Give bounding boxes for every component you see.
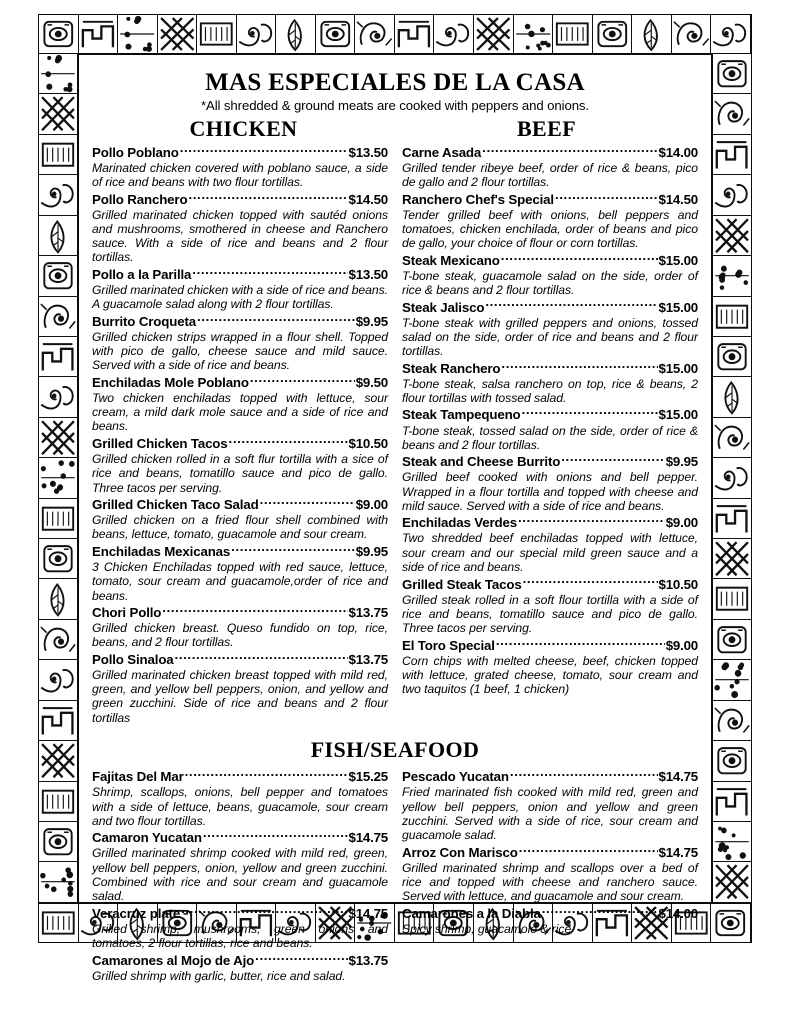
menu-item-description: Corn chips with melted cheese, beef, chicken topped with lettuce, grated cheese, tomato, sour cream and two taquitos (1 beef, 1 chicken) — [402, 653, 698, 697]
aztec-glyph-icon — [713, 377, 751, 417]
menu-item-description: Grilled steak rolled in a soft flour tortilla with a side of rice and beans, tomatillo sauce and pico de gallo. Three tacos per serving. — [402, 592, 698, 636]
aztec-glyph-icon — [39, 297, 77, 337]
menu-item-description: Grilled marinated shrimp and scallops over a bed of rice and topped with cheese and ranchero sauce. Served with lettuce, and guacamole and sour cream. — [402, 860, 698, 904]
menu-item-price: $14.75 — [658, 769, 698, 785]
aztec-glyph-icon — [237, 15, 277, 53]
aztec-glyph-icon — [711, 904, 751, 942]
heading-beef: BEEF — [516, 116, 577, 142]
aztec-glyph-icon — [713, 620, 751, 660]
seafood-right-column — [402, 768, 698, 984]
menu-item-line — [402, 406, 698, 423]
aztec-glyph-icon — [39, 822, 77, 862]
aztec-glyph-icon — [39, 337, 77, 377]
aztec-glyph-icon — [39, 94, 77, 134]
menu-item-price: $9.00 — [665, 637, 698, 653]
aztec-glyph-icon — [713, 94, 751, 134]
aztec-glyph-icon — [197, 15, 237, 53]
menu-item-name: Camarones al Mojo de Ajo — [92, 952, 255, 968]
menu-item-line — [92, 313, 388, 330]
menu-item-line — [92, 829, 388, 846]
menu-item — [402, 575, 698, 635]
aztec-glyph-icon — [713, 499, 751, 539]
menu-item — [92, 496, 388, 542]
menu-item-description: Grilled marinated shrimp cooked with mild red, green, yellow bell peppers, onion, yellow and green zucchini. Combined with rice and sour cream and guacamole salad. — [92, 846, 388, 904]
menu-item-price: $14.50 — [658, 191, 698, 207]
border-top — [38, 14, 752, 54]
menu-item-name: Arroz Con Marisco — [402, 844, 518, 860]
menu-item-line — [92, 951, 388, 968]
aztec-glyph-icon — [713, 256, 751, 296]
menu-item-name: Chori Pollo — [92, 605, 162, 621]
menu-item — [402, 406, 698, 452]
aztec-glyph-icon — [39, 782, 77, 822]
border-left — [38, 53, 78, 904]
menu-item-description: T-bone steak, tossed salad on the side, order of rice & beans and 2 flour tortillas. — [402, 423, 698, 452]
aztec-glyph-icon — [39, 499, 77, 539]
aztec-glyph-icon — [39, 660, 77, 700]
dot-leader — [162, 604, 347, 617]
menu-item — [402, 768, 698, 842]
dot-leader — [501, 359, 657, 372]
menu-item-name: Pollo Sinaloa — [92, 651, 174, 667]
menu-item-line — [402, 453, 698, 470]
menu-item-description: Grilled marinated chicken with a side of rice and beans. A guacamole salad along with 2 flour tortillas. — [92, 282, 388, 312]
aztec-glyph-icon — [39, 904, 79, 942]
menu-item-description: Fried marinated fish cooked with mild red, green and yellow bell peppers, onion and yellow and green zucchini. Served with a side of rice, sour cream and guacamole salad. — [402, 785, 698, 843]
dot-leader — [255, 951, 347, 964]
seafood-columns — [92, 768, 698, 984]
menu-item-line — [92, 266, 388, 283]
aztec-glyph-icon — [713, 175, 751, 215]
menu-item-price: $10.50 — [658, 576, 698, 592]
aztec-glyph-icon — [713, 539, 751, 579]
dot-leader — [482, 143, 657, 156]
menu-item-price: $14.75 — [348, 905, 388, 921]
menu-item-line — [92, 374, 388, 391]
menu-item-line — [402, 843, 698, 860]
dot-leader — [518, 514, 665, 527]
menu-item-line — [92, 143, 388, 160]
aztec-glyph-icon — [711, 15, 751, 53]
aztec-glyph-icon — [39, 256, 77, 296]
menu-item-price: $13.75 — [348, 952, 388, 968]
aztec-glyph-icon — [632, 15, 672, 53]
aztec-glyph-icon — [39, 54, 77, 94]
menu-item-price: $13.50 — [348, 144, 388, 160]
menu-item — [402, 514, 698, 574]
menu-item-line — [402, 575, 698, 592]
menu-item-price: $15.00 — [658, 252, 698, 268]
menu-item-description: Grilled chicken rolled in a soft flur tortilla with a sice of rice and beans, tomatillo sauce and pico de gallo. Three tacos per serving. — [92, 452, 388, 495]
aztec-glyph-icon — [713, 216, 751, 256]
dot-leader — [561, 453, 664, 466]
menu-item-price: $10.50 — [348, 436, 388, 452]
menu-item-line — [92, 651, 388, 668]
aztec-glyph-icon — [39, 539, 77, 579]
heading-fish-seafood: FISH/SEAFOOD — [310, 737, 480, 762]
aztec-glyph-icon — [713, 297, 751, 337]
border-right — [712, 53, 752, 904]
aztec-glyph-icon — [276, 15, 316, 53]
menu-item-name: Steak Mexicano — [402, 252, 500, 268]
menu-item-name: Pollo Ranchero — [92, 191, 188, 207]
aztec-glyph-icon — [713, 458, 751, 498]
menu-item-name: Carne Asada — [402, 144, 482, 160]
menu-item-name: Pollo Poblano — [92, 144, 179, 160]
menu-item-line — [402, 190, 698, 207]
menu-item — [92, 374, 388, 434]
menu-item — [402, 453, 698, 513]
menu-item-description: Shrimp, scallops, onions, bell pepper and tomatoes with a side of lettuce, beans, guacamole, sour cream and two flour tortillas. — [92, 785, 388, 828]
aztec-glyph-icon — [713, 135, 751, 175]
menu-item-name: Veracruz plate — [92, 905, 181, 921]
menu-item-description: Two shredded beef enchiladas topped with lettuce, sour cream and our special mild green sauce and a side of rice and beans. — [402, 531, 698, 574]
menu-item-description: Grilled shrimp with garlic, butter, rice and salad. — [92, 968, 346, 983]
menu-item-line — [402, 251, 698, 268]
page-subtitle: *All shredded & ground meats are cooked with peppers and onions. — [200, 98, 589, 114]
menu-item-name: Pollo a la Parilla — [92, 266, 192, 282]
aztec-glyph-icon — [39, 701, 77, 741]
menu-item-price: $9.95 — [355, 313, 388, 329]
aztec-glyph-icon — [474, 15, 514, 53]
aztec-glyph-icon — [713, 701, 751, 741]
menu-item-line — [92, 190, 388, 207]
dot-leader — [175, 651, 348, 664]
menu-item-line — [402, 636, 698, 653]
menu-item — [92, 829, 388, 903]
aztec-glyph-icon — [39, 418, 77, 458]
menu-item-price: $15.00 — [658, 407, 698, 423]
menu-item-price: $14.75 — [348, 830, 388, 846]
menu-item-price: $14.00 — [658, 905, 698, 921]
menu-item-name: Enchiladas Mexicanas — [92, 543, 231, 559]
menu-item-name: Grilled Chicken Tacos — [92, 436, 228, 452]
menu-item-line — [92, 496, 388, 513]
menu-item-name: Steak Jalisco — [402, 299, 485, 315]
menu-item — [402, 143, 698, 189]
menu-item-name: Steak and Cheese Burrito — [402, 454, 561, 470]
dot-leader — [250, 374, 355, 387]
menu-item-name: Camaron Yucatan — [92, 830, 202, 846]
menu-item-line — [92, 543, 388, 560]
menu-item-price: $15.00 — [658, 299, 698, 315]
menu-item — [402, 251, 698, 297]
menu-item — [402, 636, 698, 696]
menu-item-name: Steak Ranchero — [402, 360, 501, 376]
dot-leader — [555, 190, 658, 203]
menu-item-line — [402, 298, 698, 315]
aztec-glyph-icon — [118, 15, 158, 53]
beef-column — [402, 143, 698, 726]
menu-item — [92, 604, 388, 650]
menu-item — [402, 298, 698, 358]
dot-leader — [231, 543, 355, 556]
menu-item — [92, 266, 388, 312]
aztec-glyph-icon — [39, 216, 77, 256]
aztec-glyph-icon — [39, 15, 79, 53]
menu-item-name: Enchiladas Mole Poblano — [92, 374, 249, 390]
dot-leader — [203, 829, 348, 842]
dot-leader — [496, 636, 665, 649]
menu-item-price: $13.75 — [348, 651, 388, 667]
aztec-glyph-icon — [39, 620, 77, 660]
aztec-glyph-icon — [713, 782, 751, 822]
menu-item — [92, 768, 388, 828]
aztec-glyph-icon — [39, 579, 77, 619]
menu-item-line — [92, 604, 388, 621]
menu-item-name: Burrito Croqueta — [92, 313, 196, 329]
seafood-left-column — [92, 768, 388, 984]
dot-leader — [519, 843, 658, 856]
dot-leader — [185, 768, 348, 781]
dot-leader — [229, 435, 348, 448]
menu-item-description: Grilled beef cooked with onions and bell pepper. Wrapped in a flour tortilla and topped with cheese and mild sauce. Served with a side of rice and beans. — [402, 470, 698, 513]
menu-item-price: $9.95 — [665, 454, 698, 470]
aztec-glyph-icon — [553, 15, 593, 53]
menu-item — [402, 843, 698, 903]
dot-leader — [192, 266, 347, 279]
menu-item-line — [402, 768, 698, 785]
dot-leader — [197, 313, 355, 326]
dot-leader — [523, 575, 658, 588]
aztec-glyph-icon — [713, 822, 751, 862]
aztec-glyph-icon — [39, 175, 77, 215]
menu-item-price: $14.75 — [658, 844, 698, 860]
menu-item-line — [402, 904, 698, 921]
menu-item-line — [92, 904, 388, 921]
menu-item — [92, 543, 388, 603]
menu-item-description: Grilled shrimp, mushrooms, green onions and tomatoes, 2 flour tortillas, rice and beans. — [92, 921, 388, 951]
menu-item — [92, 435, 388, 495]
menu-item-price: $15.25 — [348, 769, 388, 785]
aztec-glyph-icon — [39, 862, 77, 902]
menu-page — [38, 14, 752, 983]
dot-leader — [510, 768, 658, 781]
menu-item-price: $9.95 — [355, 543, 388, 559]
menu-item — [92, 190, 388, 264]
dot-leader — [188, 190, 347, 203]
menu-item — [402, 359, 698, 405]
menu-item-name: Ranchero Chef's Special — [402, 191, 554, 207]
menu-item-price: $9.00 — [355, 497, 388, 513]
dot-leader — [181, 904, 347, 917]
menu-item-price: $9.00 — [665, 515, 698, 531]
menu-item-line — [92, 435, 388, 452]
dot-leader — [522, 406, 658, 419]
aztec-glyph-icon — [713, 741, 751, 781]
page-title: MAS ESPECIALES DE LA CASA — [205, 69, 585, 96]
aztec-glyph-icon — [355, 15, 395, 53]
aztec-glyph-icon — [514, 15, 554, 53]
dot-leader — [501, 251, 658, 264]
dot-leader — [180, 143, 348, 156]
aztec-glyph-icon — [713, 337, 751, 377]
menu-item-name: Camarones a la Diabla — [402, 905, 541, 921]
aztec-glyph-icon — [39, 377, 77, 417]
menu-item-name: Grilled Steak Tacos — [402, 576, 522, 592]
dot-leader — [260, 496, 355, 509]
menu-item-name: Grilled Chicken Taco Salad — [92, 497, 259, 513]
aztec-glyph-icon — [395, 15, 435, 53]
aztec-glyph-icon — [39, 135, 77, 175]
menu-item-description: Grilled chicken strips wrapped in a flour shell. Topped with pico de gallo, cheese sauce and mild sauce. Served with a side of rice and beans. — [92, 329, 388, 373]
menu-item-price: $15.00 — [658, 360, 698, 376]
aztec-glyph-icon — [713, 54, 751, 94]
dot-leader — [542, 904, 658, 917]
menu-item-price: $14.00 — [658, 144, 698, 160]
aztec-glyph-icon — [672, 15, 712, 53]
menu-item — [92, 951, 388, 983]
menu-item-description: T-bone steak, salsa ranchero on top, rice & beans, 2 flour tortillas with tossed salad. — [402, 376, 698, 405]
menu-item-line — [402, 143, 698, 160]
aztec-glyph-icon — [713, 862, 751, 902]
heading-chicken: CHICKEN — [189, 116, 298, 142]
menu-item-description: Grilled marinated chicken topped with sautéd onions and mushrooms, smothered in cheese and Ranchero sauce. With a side of rice and beans and 2 flour tortillas. — [92, 207, 388, 265]
menu-item — [92, 651, 388, 725]
menu-item — [92, 313, 388, 373]
menu-item-name: Pescado Yucatan — [402, 769, 509, 785]
aztec-glyph-icon — [39, 458, 77, 498]
menu-item-price: $13.50 — [348, 266, 388, 282]
menu-item-line — [402, 359, 698, 376]
dot-leader — [485, 298, 657, 311]
section-headings — [92, 117, 698, 141]
menu-item-line — [92, 768, 388, 785]
aztec-glyph-icon — [158, 15, 198, 53]
menu-item-description: Grilled marinated chicken breast topped with mild red, green, and yellow bell peppers, onion, and yellow and green zucchini. Side of rice and beans and 2 flour tortillas — [92, 667, 388, 725]
menu-item-line — [402, 514, 698, 531]
menu-item — [92, 143, 388, 189]
aztec-glyph-icon — [316, 15, 356, 53]
menu-item — [402, 904, 698, 936]
menu-item-description: Tender grilled beef with onions, bell peppers and tomatoes, chicken enchilada, order of beans and pico de gallo, your choice of flour or corn tortillas. — [402, 207, 698, 251]
menu-item-description: T-bone steak, guacamole salad on the side, order of rice & beans and 2 flour tortillas. — [402, 268, 698, 297]
aztec-glyph-icon — [713, 418, 751, 458]
menu-item-name: Fajitas Del Mar — [92, 769, 184, 785]
menu-item-price: $9.50 — [355, 374, 388, 390]
menu-item — [402, 190, 698, 250]
chicken-beef-columns — [92, 143, 698, 726]
aztec-glyph-icon — [434, 15, 474, 53]
menu-item-description: Spicy shrimp, guacamole & rice — [402, 921, 572, 936]
aztec-glyph-icon — [39, 741, 77, 781]
menu-item — [92, 904, 388, 950]
aztec-glyph-icon — [593, 15, 633, 53]
aztec-glyph-icon — [713, 660, 751, 700]
chicken-column — [92, 143, 388, 726]
menu-item-price: $14.50 — [348, 191, 388, 207]
menu-item-description: Grilled chicken on a fried flour shell combined with beans, lettuce, tomato, guacamole and sour cream. — [92, 513, 388, 542]
menu-item-description: 3 Chicken Enchiladas topped with red sauce, lettuce, tomato, sour cream and guacamole,order of rice and beans. — [92, 559, 388, 603]
menu-content — [82, 58, 708, 983]
menu-item-description: Grilled tender ribeye beef, order of rice & beans, pico de gallo and 2 flour tortillas. — [402, 160, 698, 190]
menu-item-name: Enchiladas Verdes — [402, 515, 517, 531]
menu-item-description: Two chicken enchiladas topped with lettuce, sour cream, a mild dark mole sauce and a side of rice and beans. — [92, 390, 388, 434]
aztec-glyph-icon — [713, 579, 751, 619]
menu-item-description: Grilled chicken breast. Queso fundido on top, rice, beans, and 2 flour tortillas. — [92, 621, 388, 650]
menu-item-name: Steak Tampequeno — [402, 407, 521, 423]
menu-item-description: Marinated chicken covered with poblano sauce, a side of rice and beans with two flour tortillas. — [92, 160, 388, 190]
menu-item-name: El Toro Special — [402, 637, 495, 653]
aztec-glyph-icon — [79, 15, 119, 53]
menu-item-description: T-bone steak with grilled peppers and onions, tossed salad on the side, order of rice and beans and 2 flour tortillas. — [402, 315, 698, 359]
menu-item-price: $13.75 — [348, 605, 388, 621]
